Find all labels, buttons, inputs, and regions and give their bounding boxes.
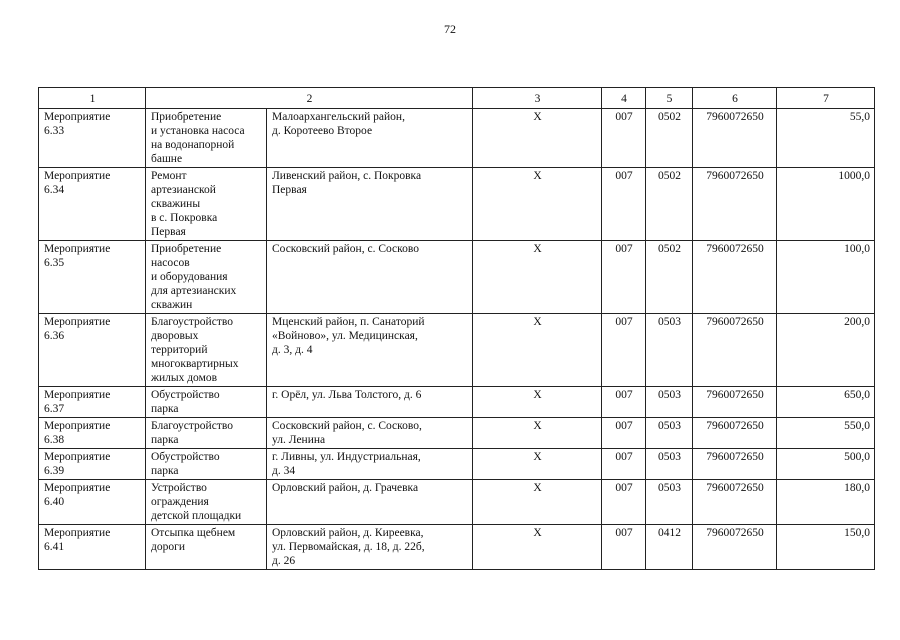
- target-article-cell: 7960072650: [693, 168, 777, 241]
- event-cell: Мероприятие 6.40: [39, 480, 146, 525]
- amount-cell: 650,0: [777, 387, 875, 418]
- x-mark-cell: X: [473, 418, 602, 449]
- location-cell: Ливенский район, с. Покровка Первая: [267, 168, 473, 241]
- event-cell: Мероприятие 6.39: [39, 449, 146, 480]
- location-cell: Мценский район, п. Санаторий «Войново», ул. Медицинская, д. 3, д. 4: [267, 314, 473, 387]
- amount-cell: 500,0: [777, 449, 875, 480]
- header-cell: 1: [39, 88, 146, 109]
- location-cell: Орловский район, д. Киреевка, ул. Первомайская, д. 18, д. 22б, д. 26: [267, 525, 473, 570]
- event-cell: Мероприятие 6.36: [39, 314, 146, 387]
- section-code-cell: 0503: [646, 480, 693, 525]
- section-code-cell: 0502: [646, 109, 693, 168]
- target-article-cell: 7960072650: [693, 480, 777, 525]
- location-cell: Малоархангельский район, д. Коротеево Второе: [267, 109, 473, 168]
- measure-name-cell: Отсыпка щебнем дороги: [146, 525, 267, 570]
- event-cell: Мероприятие 6.38: [39, 418, 146, 449]
- x-mark-cell: X: [473, 241, 602, 314]
- x-mark-cell: X: [473, 314, 602, 387]
- table-row: [39, 314, 875, 387]
- section-code-cell: 0503: [646, 314, 693, 387]
- measure-name-cell: Приобретение насосов и оборудования для артезианских скважин: [146, 241, 267, 314]
- header-row: [39, 88, 875, 109]
- department-code-cell: 007: [602, 449, 646, 480]
- department-code-cell: 007: [602, 241, 646, 314]
- measure-name-cell: Ремонт артезианской скважины в с. Покровка Первая: [146, 168, 267, 241]
- department-code-cell: 007: [602, 314, 646, 387]
- x-mark-cell: X: [473, 525, 602, 570]
- section-code-cell: 0502: [646, 168, 693, 241]
- x-mark-cell: X: [473, 387, 602, 418]
- measure-name-cell: Обустройство парка: [146, 449, 267, 480]
- location-cell: Орловский район, д. Грачевка: [267, 480, 473, 525]
- x-mark-cell: X: [473, 109, 602, 168]
- header-cell: 6: [693, 88, 777, 109]
- measure-name-cell: Благоустройство дворовых территорий многоквартирных жилых домов: [146, 314, 267, 387]
- location-cell: г. Ливны, ул. Индустриальная, д. 34: [267, 449, 473, 480]
- event-cell: Мероприятие 6.33: [39, 109, 146, 168]
- department-code-cell: 007: [602, 168, 646, 241]
- amount-cell: 180,0: [777, 480, 875, 525]
- table-row: [39, 480, 875, 525]
- header-cell: 3: [473, 88, 602, 109]
- location-cell: г. Орёл, ул. Льва Толстого, д. 6: [267, 387, 473, 418]
- event-cell: Мероприятие 6.37: [39, 387, 146, 418]
- location-cell: Сосковский район, с. Сосково, ул. Ленина: [267, 418, 473, 449]
- table-row: [39, 418, 875, 449]
- header-cell: 4: [602, 88, 646, 109]
- target-article-cell: 7960072650: [693, 314, 777, 387]
- table-row: [39, 525, 875, 570]
- section-code-cell: 0412: [646, 525, 693, 570]
- measure-name-cell: Благоустройство парка: [146, 418, 267, 449]
- department-code-cell: 007: [602, 480, 646, 525]
- budget-table: [38, 87, 875, 570]
- event-cell: Мероприятие 6.35: [39, 241, 146, 314]
- amount-cell: 55,0: [777, 109, 875, 168]
- target-article-cell: 7960072650: [693, 387, 777, 418]
- event-cell: Мероприятие 6.34: [39, 168, 146, 241]
- page-number: 72: [444, 22, 456, 36]
- x-mark-cell: X: [473, 449, 602, 480]
- department-code-cell: 007: [602, 109, 646, 168]
- target-article-cell: 7960072650: [693, 449, 777, 480]
- section-code-cell: 0503: [646, 418, 693, 449]
- amount-cell: 550,0: [777, 418, 875, 449]
- department-code-cell: 007: [602, 525, 646, 570]
- amount-cell: 200,0: [777, 314, 875, 387]
- target-article-cell: 7960072650: [693, 241, 777, 314]
- target-article-cell: 7960072650: [693, 418, 777, 449]
- department-code-cell: 007: [602, 418, 646, 449]
- location-cell: Сосковский район, с. Сосково: [267, 241, 473, 314]
- event-cell: Мероприятие 6.41: [39, 525, 146, 570]
- amount-cell: 1000,0: [777, 168, 875, 241]
- header-cell: 5: [646, 88, 693, 109]
- measure-name-cell: Обустройство парка: [146, 387, 267, 418]
- table-row: [39, 387, 875, 418]
- amount-cell: 150,0: [777, 525, 875, 570]
- x-mark-cell: X: [473, 480, 602, 525]
- header-cell: 2: [146, 88, 473, 109]
- table-row: [39, 109, 875, 168]
- measure-name-cell: Приобретение и установка насоса на водонапорной башне: [146, 109, 267, 168]
- amount-cell: 100,0: [777, 241, 875, 314]
- table-row: [39, 449, 875, 480]
- x-mark-cell: X: [473, 168, 602, 241]
- table-row: [39, 241, 875, 314]
- section-code-cell: 0503: [646, 449, 693, 480]
- table-row: [39, 168, 875, 241]
- department-code-cell: 007: [602, 387, 646, 418]
- target-article-cell: 7960072650: [693, 109, 777, 168]
- header-cell: 7: [777, 88, 875, 109]
- measure-name-cell: Устройство ограждения детской площадки: [146, 480, 267, 525]
- section-code-cell: 0503: [646, 387, 693, 418]
- section-code-cell: 0502: [646, 241, 693, 314]
- target-article-cell: 7960072650: [693, 525, 777, 570]
